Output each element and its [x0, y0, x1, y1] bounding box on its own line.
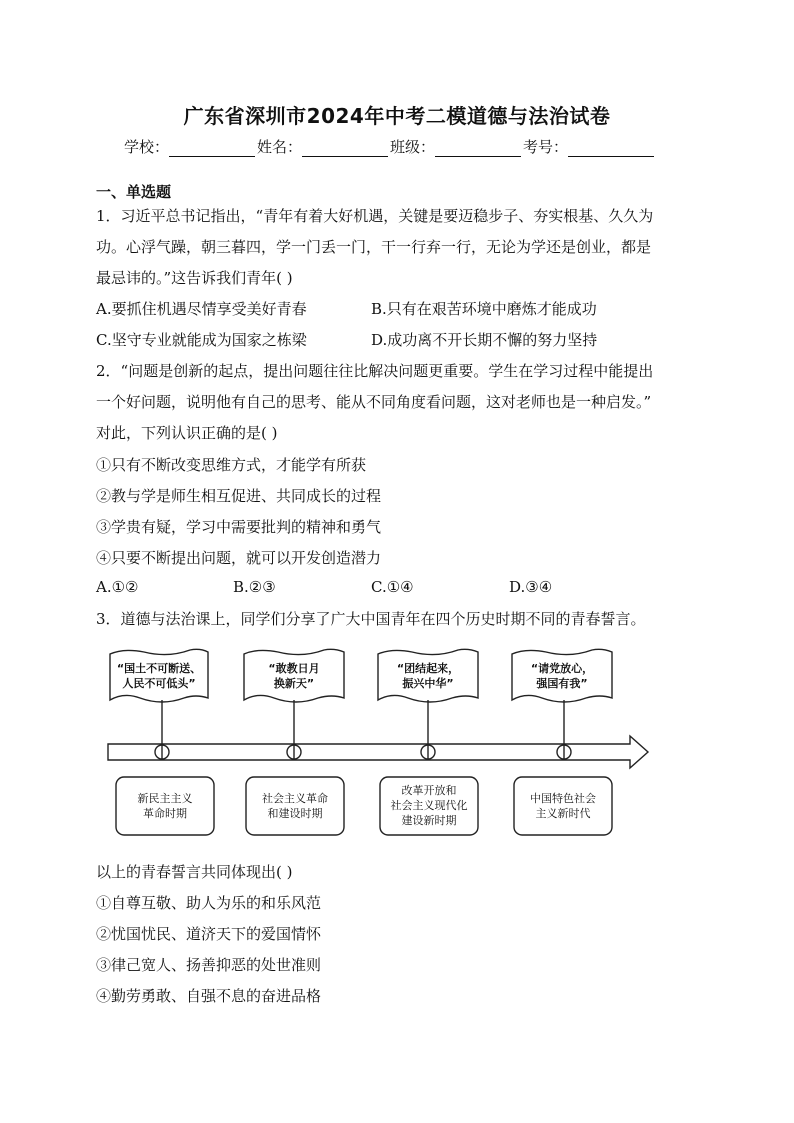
q2-option-b[interactable]: B.②③	[233, 578, 276, 596]
page-title: 广东省深圳市2024年中考二模道德与法治试卷	[183, 104, 611, 128]
period-4-line-1: 中国特色社会	[530, 792, 596, 805]
period-4-line-2: 主义新时代	[535, 807, 591, 820]
name-label: 姓名：	[257, 138, 303, 156]
period-4-text	[514, 791, 612, 821]
q3-line-1: 3．道德与法治课上，同学们分享了广大中国青年在四个历史时期不同的青春誓言。	[96, 610, 646, 628]
class-blank[interactable]	[435, 140, 521, 157]
q2-item-4: ④只要不断提出问题，就可以开发创造潜力	[96, 549, 382, 567]
q2-option-a[interactable]: A.①②	[96, 578, 139, 596]
section-heading: 一、单选题	[96, 183, 172, 201]
flag-3-text	[378, 661, 478, 691]
class-label: 班级：	[390, 138, 436, 156]
period-2-text	[246, 791, 344, 821]
q1-line-3: 最忌讳的。”这告诉我们青年( )	[96, 269, 293, 287]
flag-1-line-1: “国土不可断送、	[116, 662, 202, 675]
exam-no-label: 考号：	[523, 138, 569, 156]
q3-item-1: ①自尊互敬、助人为乐的和乐风范	[96, 894, 322, 912]
q2-line-2: 一个好问题，说明他有自己的思考、能从不同角度看问题，这对老师也是一种启发。”	[96, 393, 652, 411]
student-info-row	[124, 136, 656, 157]
flag-2-line-1: “敢教日月	[268, 662, 320, 675]
q1-option-a[interactable]: A.要抓住机遇尽情享受美好青春	[96, 300, 307, 318]
flag-3-line-1: “团结起来，	[396, 662, 460, 675]
flag-4-line-2: 强国有我”	[536, 677, 588, 690]
flag-1-line-2: 人民不可低头”	[122, 677, 196, 690]
period-3-line-1: 改革开放和	[401, 784, 457, 797]
school-label: 学校：	[124, 138, 170, 156]
q1-option-d[interactable]: D.成功离不开长期不懈的努力坚持	[371, 331, 598, 349]
flag-2-text	[244, 661, 344, 691]
flag-3-line-2: 振兴中华”	[402, 677, 454, 690]
exam-no-blank[interactable]	[568, 140, 654, 157]
q2-option-d[interactable]: D.③④	[509, 578, 553, 596]
flag-1-text	[110, 661, 208, 691]
period-1-line-2: 革命时期	[143, 807, 187, 820]
q1-option-b[interactable]: B.只有在艰苦环境中磨炼才能成功	[371, 300, 597, 318]
q3-item-3: ③律己宽人、扬善抑恶的处世准则	[96, 956, 322, 974]
q2-line-3: 对此，下列认识正确的是( )	[96, 424, 278, 442]
period-1-text	[116, 791, 214, 821]
period-3-line-2: 社会主义现代化	[390, 799, 468, 812]
q1-line-2: 功。心浮气躁，朝三暮四，学一门丢一门，干一行弃一行，无论为学还是创业，都是	[96, 238, 652, 256]
flag-2-line-2: 换新天”	[273, 677, 315, 690]
name-blank[interactable]	[302, 140, 388, 157]
q2-item-1: ①只有不断改变思维方式，才能学有所获	[96, 456, 367, 474]
q2-line-1: 2．“问题是创新的起点，提出问题往往比解决问题更重要。学生在学习过程中能提出	[96, 362, 654, 380]
period-3-line-3: 建设新时期	[401, 814, 457, 827]
q2-item-3: ③学贵有疑，学习中需要批判的精神和勇气	[96, 518, 382, 536]
q3-item-2: ②忧国忧民、道济天下的爱国情怀	[96, 925, 322, 943]
q3-question: 以上的青春誓言共同体现出( )	[96, 863, 293, 881]
flag-4-line-1: “请党放心，	[530, 662, 594, 675]
period-2-line-2: 和建设时期	[267, 807, 323, 820]
period-3-text	[380, 783, 478, 828]
school-blank[interactable]	[169, 140, 255, 157]
q1-option-c[interactable]: C.坚守专业就能成为国家之栋梁	[96, 331, 307, 349]
q1-line-1: 1．习近平总书记指出，“青年有着大好机遇，关键是要迈稳步子、夯实根基、久久为	[96, 207, 654, 225]
q2-item-2: ②教与学是师生相互促进、共同成长的过程	[96, 487, 382, 505]
period-1-line-1: 新民主主义	[137, 792, 193, 805]
flag-4-text	[512, 661, 612, 691]
q3-item-4: ④勤劳勇敢、自强不息的奋进品格	[96, 987, 322, 1005]
timeline-diagram	[96, 640, 656, 845]
q2-option-c[interactable]: C.①④	[371, 578, 414, 596]
period-2-line-1: 社会主义革命	[262, 792, 328, 805]
